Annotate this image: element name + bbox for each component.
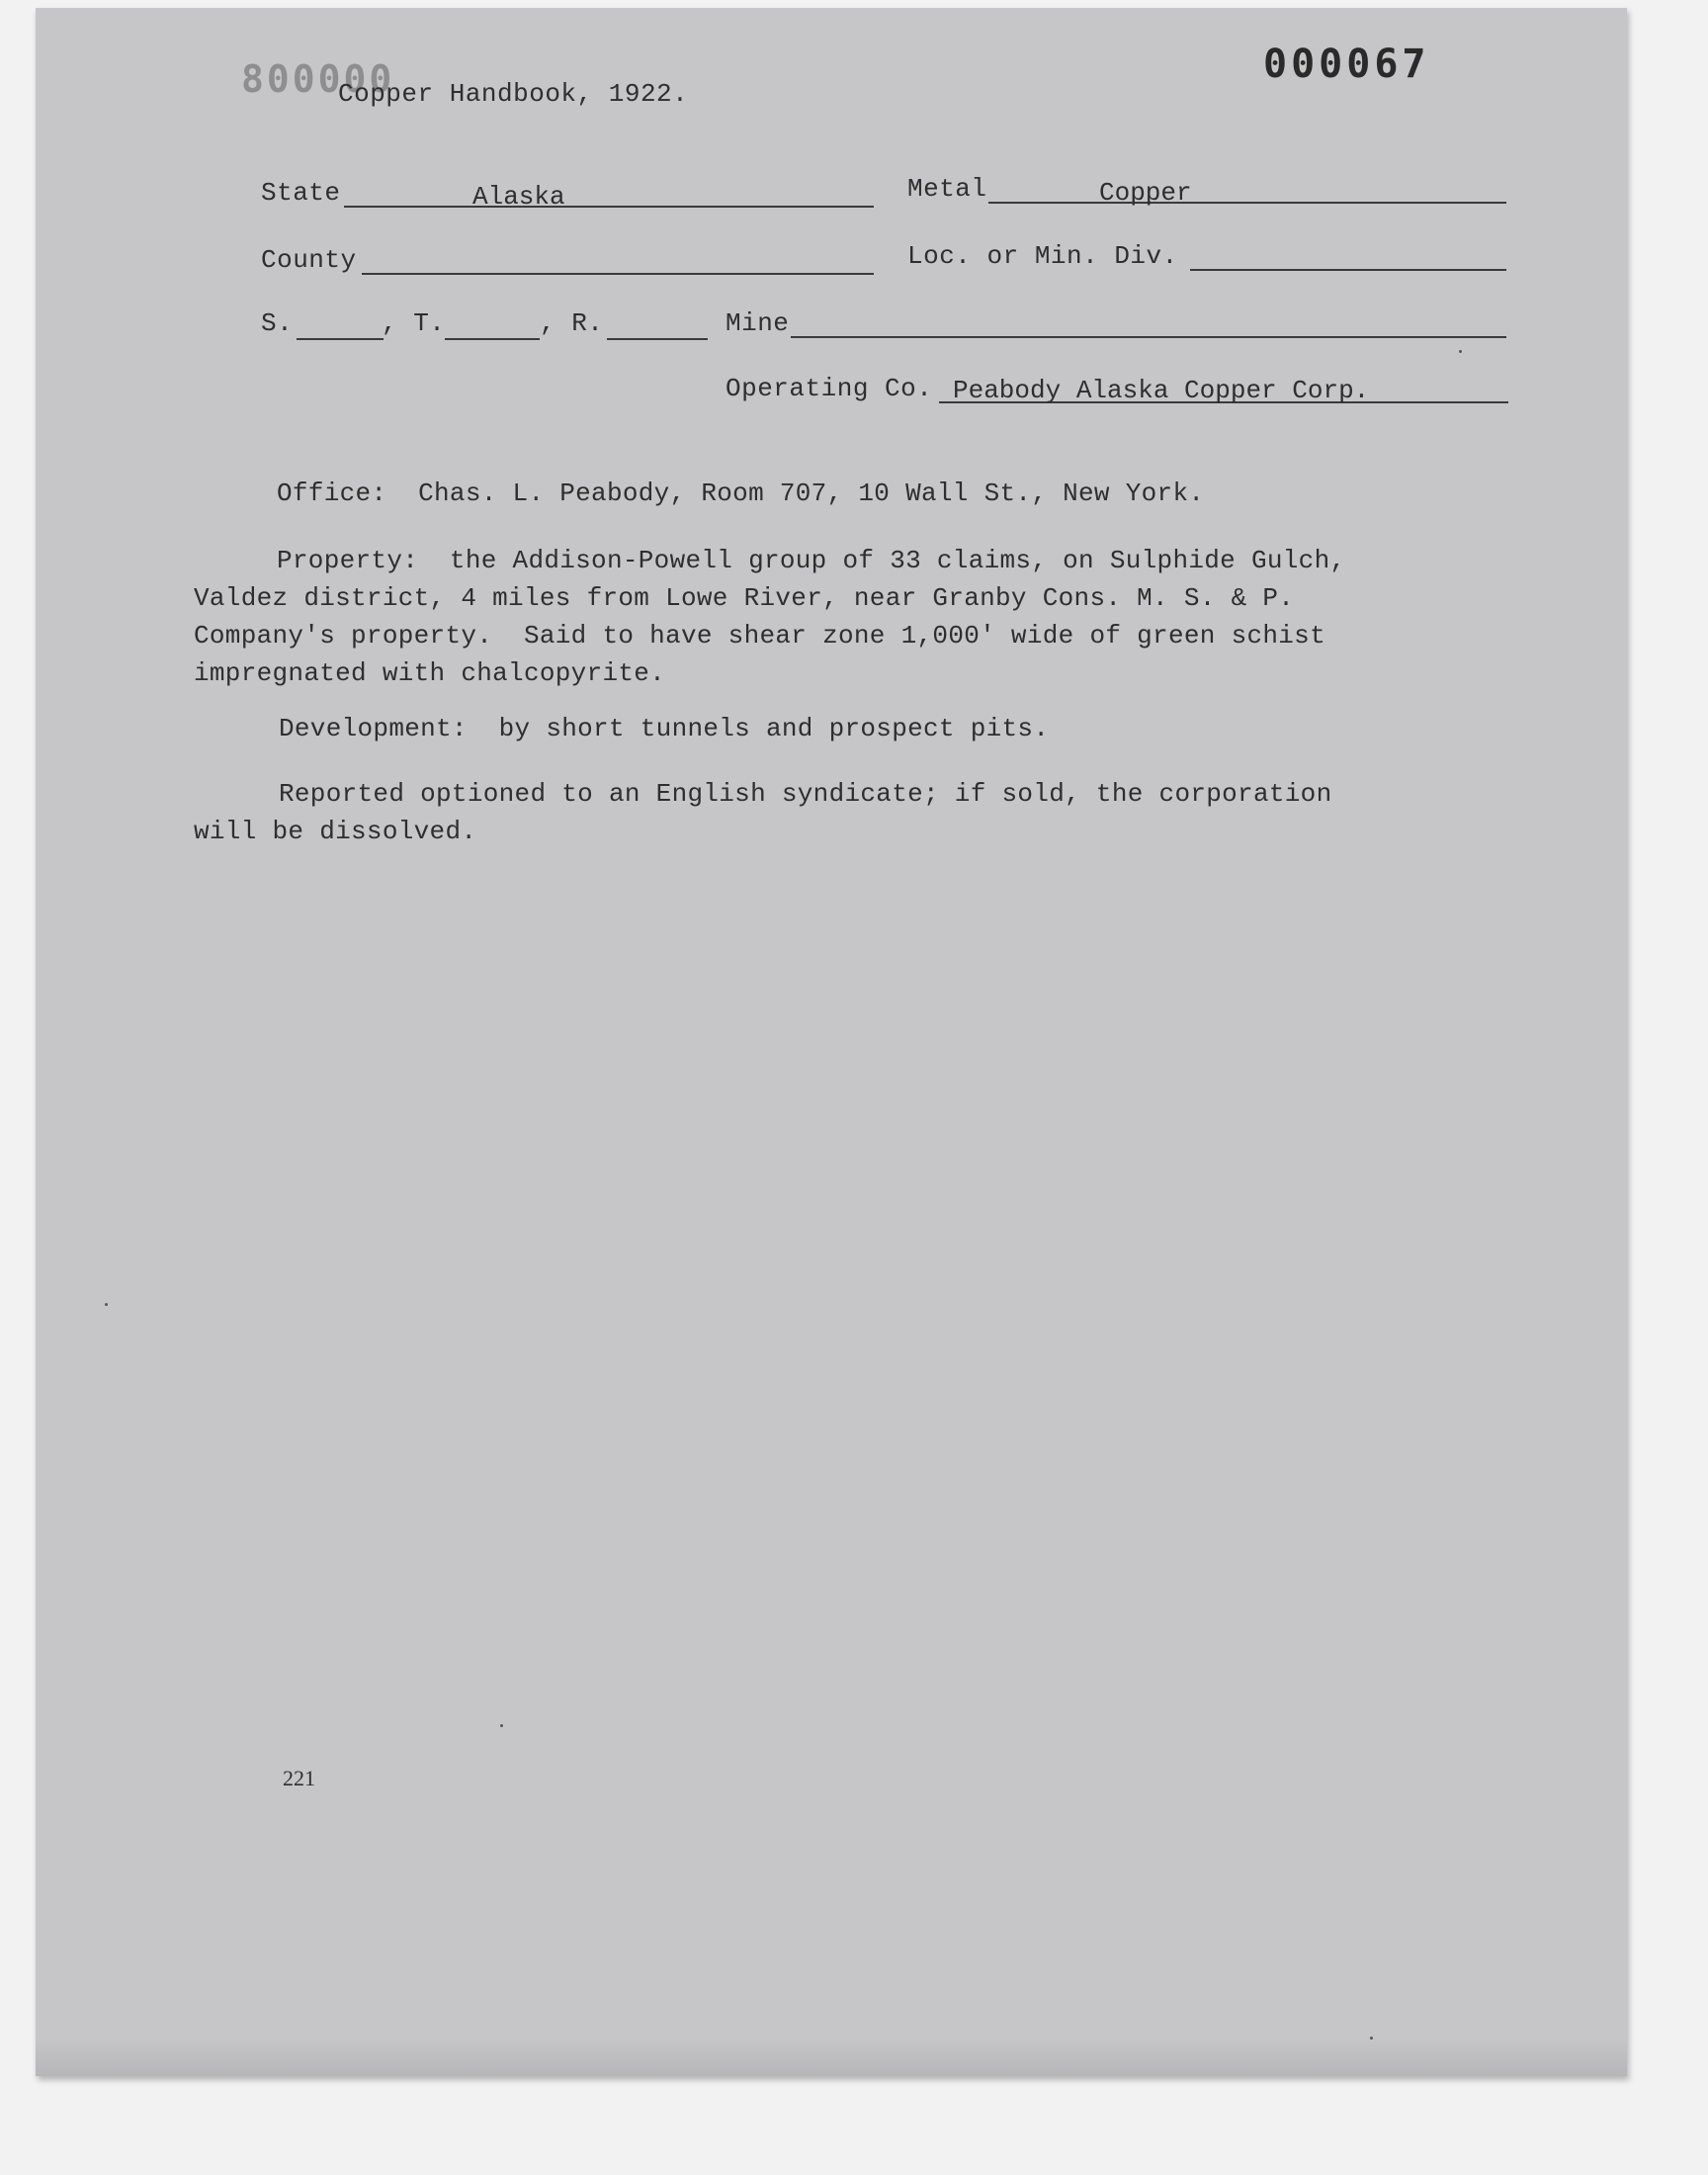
state-label: State	[261, 178, 341, 208]
property-line: Company's property. Said to have shear zone 1,000' wide of green schist	[194, 621, 1325, 651]
record-number-stamp: 000067	[1263, 42, 1430, 87]
loc-min-div-label: Loc. or Min. Div.	[907, 241, 1178, 271]
section-label: S.	[261, 308, 294, 338]
reported-line: Reported optioned to an English syndicate; if sold, the corporation	[279, 779, 1332, 809]
property-line: Property: the Addison-Powell group of 33 claims, on Sulphide Gulch,	[277, 546, 1346, 575]
county-label: County	[261, 245, 357, 275]
scan-speck	[105, 1303, 108, 1306]
property-line: Valdez district, 4 miles from Lowe River, near Granby Cons. M. S. & P.	[194, 583, 1295, 613]
range-field-line	[607, 338, 708, 340]
scan-speck	[500, 1724, 503, 1727]
state-field-line	[344, 206, 874, 208]
mine-field-line	[791, 336, 1506, 338]
metal-label: Metal	[907, 174, 987, 204]
mine-label: Mine	[726, 308, 790, 338]
state-value: Alaska	[472, 182, 565, 212]
faint-stamp-number: 800000	[241, 57, 395, 101]
scan-speck	[1370, 2037, 1373, 2040]
township-field-line	[445, 338, 540, 340]
range-label: , R.	[540, 308, 604, 338]
development-paragraph: Development: by short tunnels and prospect pits.	[279, 714, 1050, 743]
section-field-line	[297, 338, 384, 340]
metal-value: Copper	[1099, 178, 1192, 208]
county-field-line	[362, 273, 874, 275]
property-line: impregnated with chalcopyrite.	[194, 658, 666, 688]
reported-line: will be dissolved.	[194, 817, 477, 846]
metal-field-line	[988, 202, 1506, 204]
office-paragraph: Office: Chas. L. Peabody, Room 707, 10 Wall St., New York.	[277, 478, 1205, 508]
page-number: 221	[283, 1766, 315, 1790]
scan-speck	[1459, 350, 1462, 353]
loc-min-div-field-line	[1190, 269, 1506, 271]
document-sheet	[36, 8, 1627, 2076]
operating-co-value: Peabody Alaska Copper Corp.	[953, 376, 1370, 405]
operating-co-label: Operating Co.	[726, 374, 933, 403]
township-label: , T.	[382, 308, 446, 338]
document-title: Copper Handbook, 1922.	[338, 79, 689, 109]
